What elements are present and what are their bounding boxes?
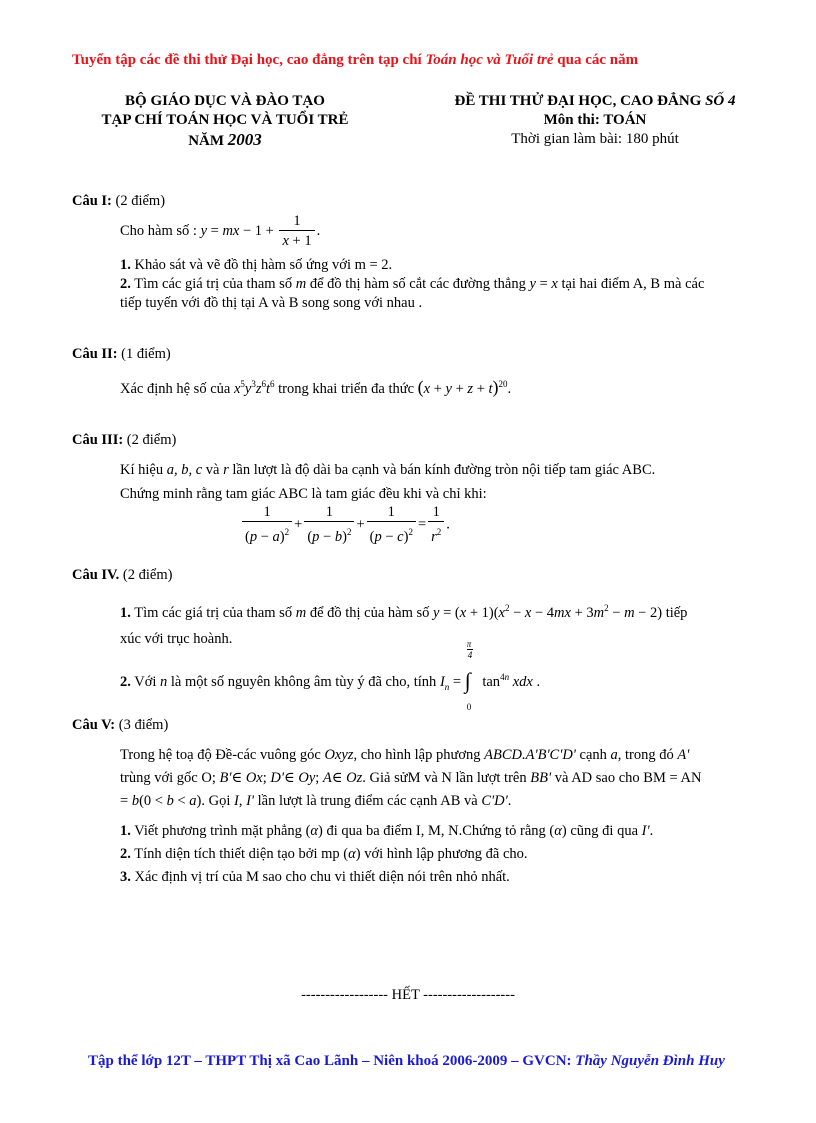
question-4-part-2: 2. Với n là một số nguyên không âm tùy ý đã cho, tính $I_n$ = π 4 ∫ 0 $\tan^{4n}$ xdx . (120, 639, 541, 712)
question-4-heading: Câu IV. (2 điểm) (72, 567, 173, 583)
question-4-part-1: 1. Tìm các giá trị của tham số m để đồ thị của hàm số $y = (x + 1)(x^2 - x - 4mx + 3m^2 - m - 2)$ tiếp xúc với trục hoành. (120, 603, 688, 647)
end-mark: ------------------ HẾT ------------------- (301, 987, 515, 1003)
question-1-parts: 1. Khảo sát và vẽ đồ thị hàm số ứng với m = 2. 2. Tìm các giá trị của tham số m để đồ thị hàm số cắt các đường thẳng y = x tại hai điểm A, B mà các tiếp tuyến với đồ thị tại A và B song song với nhau . (120, 257, 705, 311)
question-5-heading: Câu V: (3 điểm) (72, 717, 169, 733)
question-3-heading: Câu III: (2 điểm) (72, 432, 177, 448)
question-3-equation: $\frac{1}{(p - a)^2}$ + $\frac{1}{(p - b)^2}$ + $\frac{1}{(p - c)^2}$ = $\frac{1}{r^2}$ . (240, 503, 450, 547)
question-5-parts: 1. Viết phương trình mặt phẳng (α) đi qua ba điểm I, M, N.Chứng tỏ rằng (α) cũng đi qua I'. 2. Tính diện tích thiết diện tạo bởi mp (α) với hình lập phương đã cho. 3. Xác định vị trí của M sao cho chu vi thiết diện nói trên nhỏ nhất. (120, 823, 654, 885)
question-5-text: Trong hệ toạ độ Đề-các vuông góc Oxyz, cho hình lập phương ABCD.A'B'C'D' cạnh a, trong đó A' trùng với gốc O; B'∈ Ox; D'∈ Oy; A∈ Oz. Giả sửM và N lần lượt trên BB' và AD sao cho BM = AN = b(0 < b < a). Gọi I, I' lần lượt là trung điểm các cạnh AB và C'D'. (120, 747, 702, 809)
question-3-text: Kí hiệu a, b, c và r lần lượt là độ dài ba cạnh và bán kính đường tròn nội tiếp tam giác ABC. Chứng minh rằng tam giác ABC là tam giác đều khi và chỉ khi: (120, 462, 656, 502)
footer: Tập thể lớp 12T – THPT Thị xã Cao Lãnh – Niên khoá 2006-2009 – GVCN: Thầy Nguyễn Đình Huy (88, 1053, 725, 1069)
question-1-heading: Câu I: (2 điểm) (72, 193, 166, 209)
exam-header: ĐỀ THI THỬ ĐẠI HỌC, CAO ĐẲNG SỐ 4 Môn thi: TOÁN Thời gian làm bài: 180 phút (454, 93, 736, 147)
question-2-text: Xác định hệ số của $x^5y^3z^6t^6$ trong khai triển đa thức $(x + y + z + t)^{20}$. (120, 376, 512, 397)
question-1-function: Cho hàm số : y = mx − 1 + $\frac{1}{x + 1}$ . (120, 213, 321, 249)
collection-title: Tuyển tập các đề thi thử Đại học, cao đẳng trên tạp chí Toán học và Tuổi trẻ qua các năm (72, 52, 639, 68)
integral-sign: π 4 ∫ 0 (464, 639, 473, 712)
question-2-heading: Câu II: (1 điểm) (72, 346, 171, 362)
ministry-header: BỘ GIÁO DỤC VÀ ĐÀO TẠO TẠP CHÍ TOÁN HỌC VÀ TUỔI TRẺ NĂM 2003 (101, 93, 349, 149)
